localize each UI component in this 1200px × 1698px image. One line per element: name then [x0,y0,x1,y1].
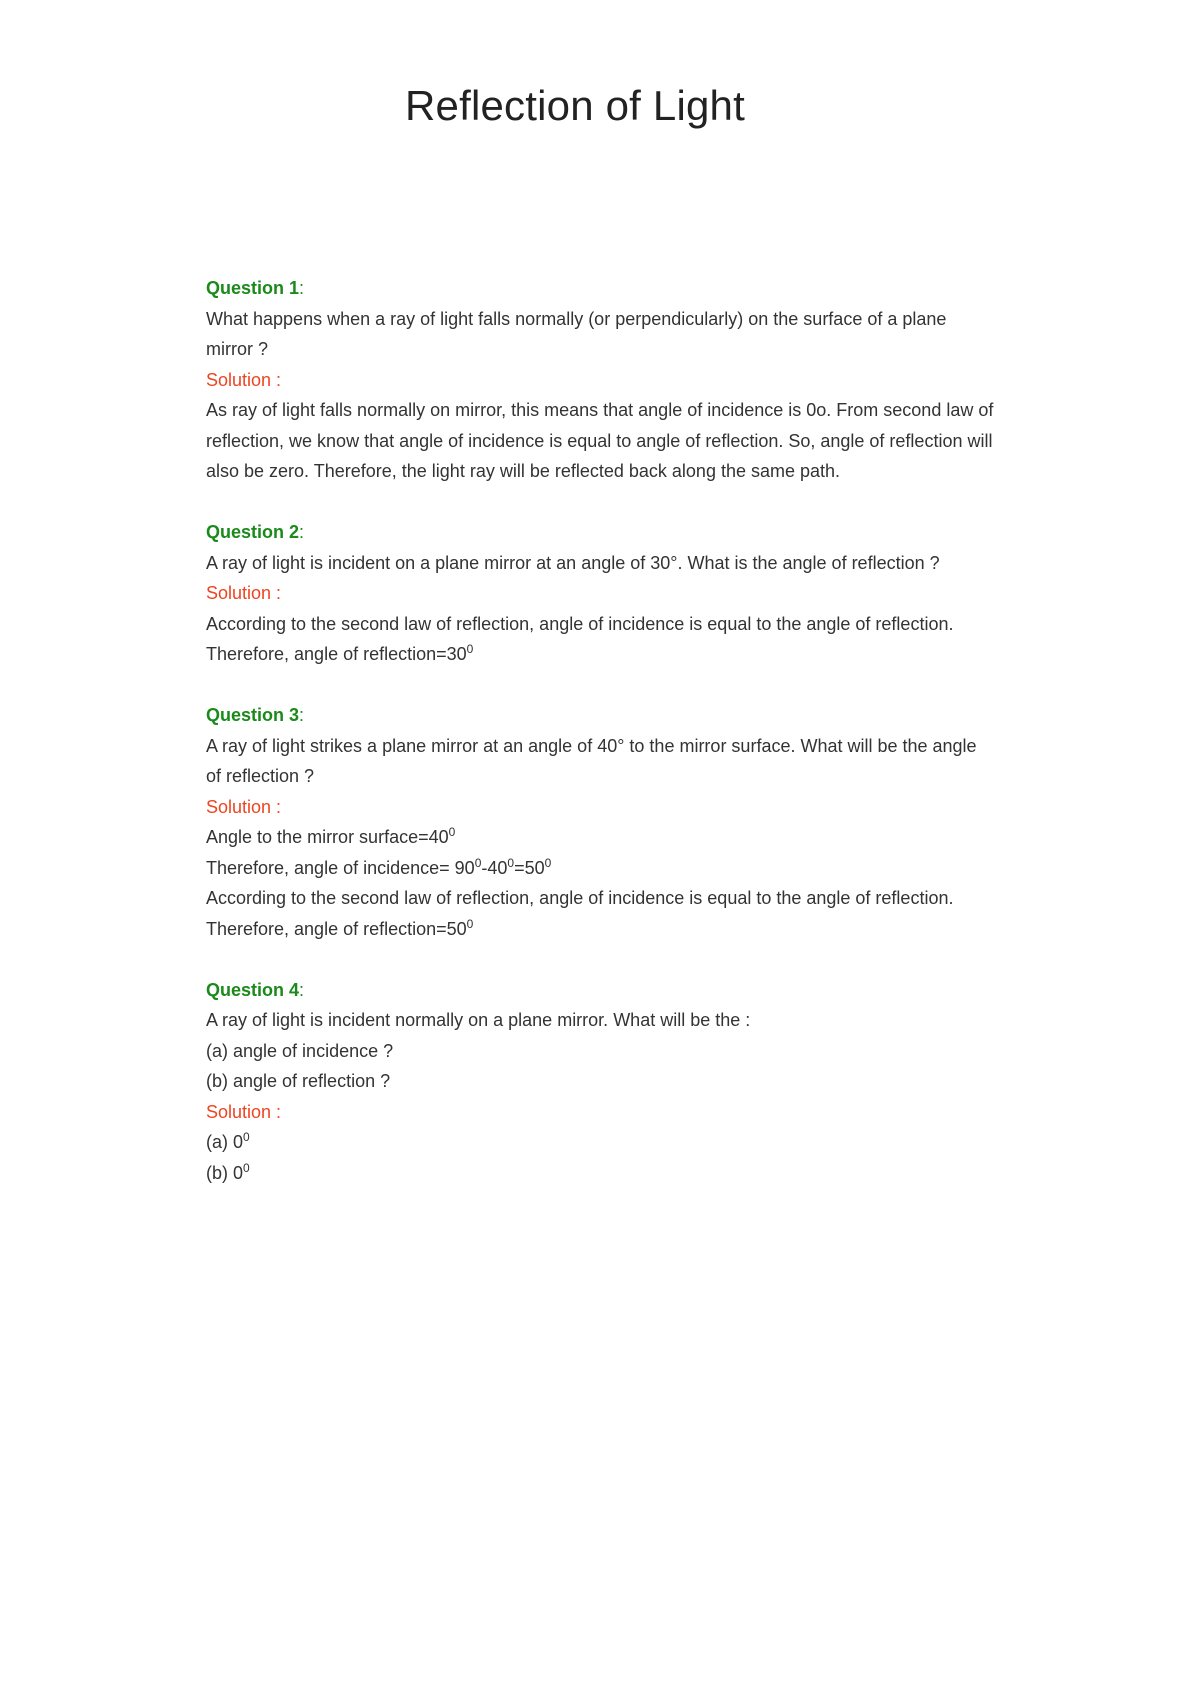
question-block-4 [206,975,996,1189]
degree-superscript: 0 [466,642,474,656]
solution-line: (a) $0^0$ [206,1130,250,1152]
question-heading: Question 1: [206,278,305,298]
question-label: Question 2 [206,522,300,542]
question-option: (a) angle of incidence ? [206,1040,394,1061]
solution-text: As ray of light falls normally on mirror, this means that angle of incidence is 0o. From second law of reflection, we know that angle of incidence is equal to angle of reflection. So, angle of reflection will also be zero. Therefore, the light ray will be reflected back along the same path. [206,400,994,481]
question-text: A ray of light is incident on a plane mirror at an angle of 30°. What is the angle of reflection ? [206,552,940,573]
solution-line: Therefore, angle of incidence= $90^0-40^0=50^0$ [206,855,552,878]
solution-line: According to the second law of reflection, angle of incidence is equal to the angle of reflection. [206,888,954,908]
question-text: A ray of light strikes a plane mirror at an angle of 40° to the mirror surface. What will be the angle of reflection ? [206,735,977,786]
solution-label: Solution : [206,369,282,390]
degree-superscript: 0 [243,1160,250,1175]
page-title: Reflection of Light [404,82,745,129]
question-text: A ray of light is incident normally on a plane mirror. What will be the : [206,1010,751,1030]
degree-superscript: 0 [507,855,515,870]
solution-line: According to the second law of reflection, angle of incidence is equal to the angle of reflection. [206,613,954,634]
solution-label: Solution : [206,1101,282,1122]
question-block-3 [206,700,996,944]
question-heading: Question 3: [206,705,305,725]
question-heading: Question 2: [206,522,305,542]
question-label: Question 4 [206,979,300,1000]
solution-line: Therefore, angle of $reflection=30^0$ [206,642,474,664]
solution-line: (b) $0^0$ [206,1160,250,1183]
document-body [206,273,996,1219]
degree-superscript: 0 [474,855,482,870]
question-label: Question 3 [206,705,300,725]
question-block-1 [206,273,996,487]
degree-superscript: 0 [243,1130,250,1144]
degree-superscript: 0 [466,916,474,931]
solution-label: Solution : [206,796,282,817]
solution-line: Therefore, angle of $reflection=50^0$ [206,916,474,939]
degree-superscript: 0 [544,855,552,870]
solution-label: Solution : [206,583,282,603]
question-label: Question 1 [206,278,300,298]
question-block-2 [206,517,996,670]
degree-superscript: 0 [448,825,456,839]
question-option: (b) angle of reflection ? [206,1071,391,1091]
solution-line: Angle to the mirror $surface=40^0$ [206,825,456,847]
question-heading: Question 4: [206,979,305,1000]
question-text: What happens when a ray of light falls normally (or perpendicularly) on the surface of a plane mirror ? [206,308,947,359]
